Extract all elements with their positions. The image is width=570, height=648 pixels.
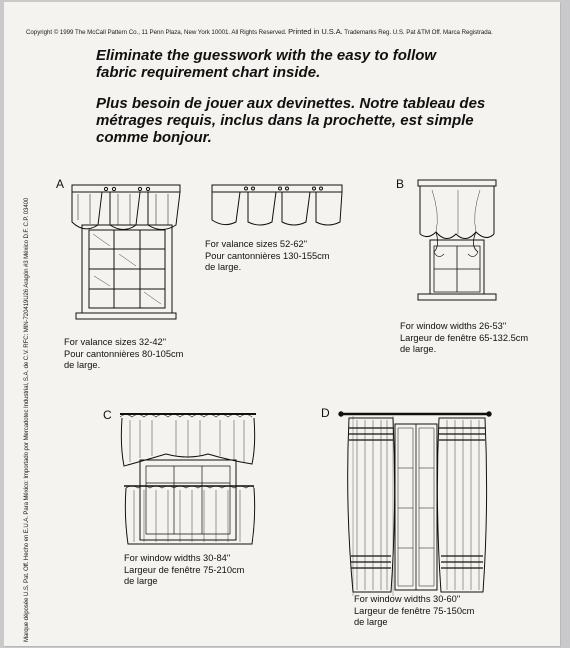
copyright-notice: Copyright © 1999 The McCall Pattern Co., 11 Penn Plaza, New York 10001. All Rights Reserved. — [26, 29, 287, 36]
headline-fr-line: comme bonjour. — [96, 129, 212, 146]
caption-line: de large. — [205, 262, 242, 272]
view-d-panel-curtains-illustration — [337, 406, 497, 596]
headline-fr-line: Plus besoin de jouer aux devinettes. Notre tableau des — [96, 95, 486, 112]
caption-line: For window widths 30-84" — [124, 553, 231, 563]
caption-line: For window widths 26-53" — [400, 321, 507, 331]
caption-line: de large — [124, 576, 158, 586]
headline-english — [96, 47, 436, 81]
headline-fr-line: métrages requis, inclus dans la prochette, est simple — [96, 112, 474, 129]
view-a-valance-small-illustration — [64, 180, 184, 326]
view-b-balloon-shade-illustration — [410, 174, 502, 306]
printed-in: Printed in U.S.A. — [288, 27, 343, 36]
view-c-letter: C — [103, 408, 112, 422]
view-b-letter: B — [396, 177, 405, 191]
caption-line: Largeur de fenêtre 75-150cm — [354, 605, 475, 616]
view-b-caption — [400, 321, 528, 356]
pattern-envelope-back — [4, 2, 560, 646]
view-c-tier-curtain-illustration — [116, 406, 262, 554]
headline-french — [96, 95, 485, 146]
headline-en-line: fabric requirement chart inside. — [96, 64, 321, 81]
import-sidebar-text: Marque déposée U.S. Pat. Off. Hecho en E.U.A. Para México: Importado por Mercadotec Industrial, S.A. de C.V. RFC: MIN-720419U26 Aragón #3 México D.F. C.P. 03400 — [23, 197, 30, 642]
headline-en-line: Eliminate the guesswork with the easy to follow — [96, 47, 437, 64]
trademark-notice: Trademarks Reg. U.S. Pat &TM Off. Marca Registrada. — [344, 29, 493, 36]
view-d-caption — [354, 594, 474, 629]
caption-line: For valance sizes 52-62" — [205, 239, 307, 249]
view-d-letter: D — [321, 406, 330, 420]
caption-line: For window widths 30-60" — [354, 594, 461, 604]
view-a-valance-large-illustration — [208, 180, 348, 232]
view-a-caption-small — [64, 337, 183, 372]
caption-line: Largeur de fenêtre 65-132.5cm — [400, 332, 529, 343]
caption-line: de large. — [64, 360, 101, 370]
view-c-caption — [124, 553, 244, 588]
caption-line: For valance sizes 32-42" — [64, 337, 166, 347]
copyright-line — [26, 27, 566, 36]
caption-line: de large. — [400, 344, 437, 354]
view-a-caption-large — [205, 239, 330, 274]
view-a-letter: A — [56, 177, 65, 191]
caption-line: Pour cantonnières 80-105cm — [64, 348, 184, 359]
caption-line: de large — [354, 617, 388, 627]
caption-line: Largeur de fenêtre 75-210cm — [124, 564, 245, 575]
caption-line: Pour cantonnières 130-155cm — [205, 250, 330, 261]
